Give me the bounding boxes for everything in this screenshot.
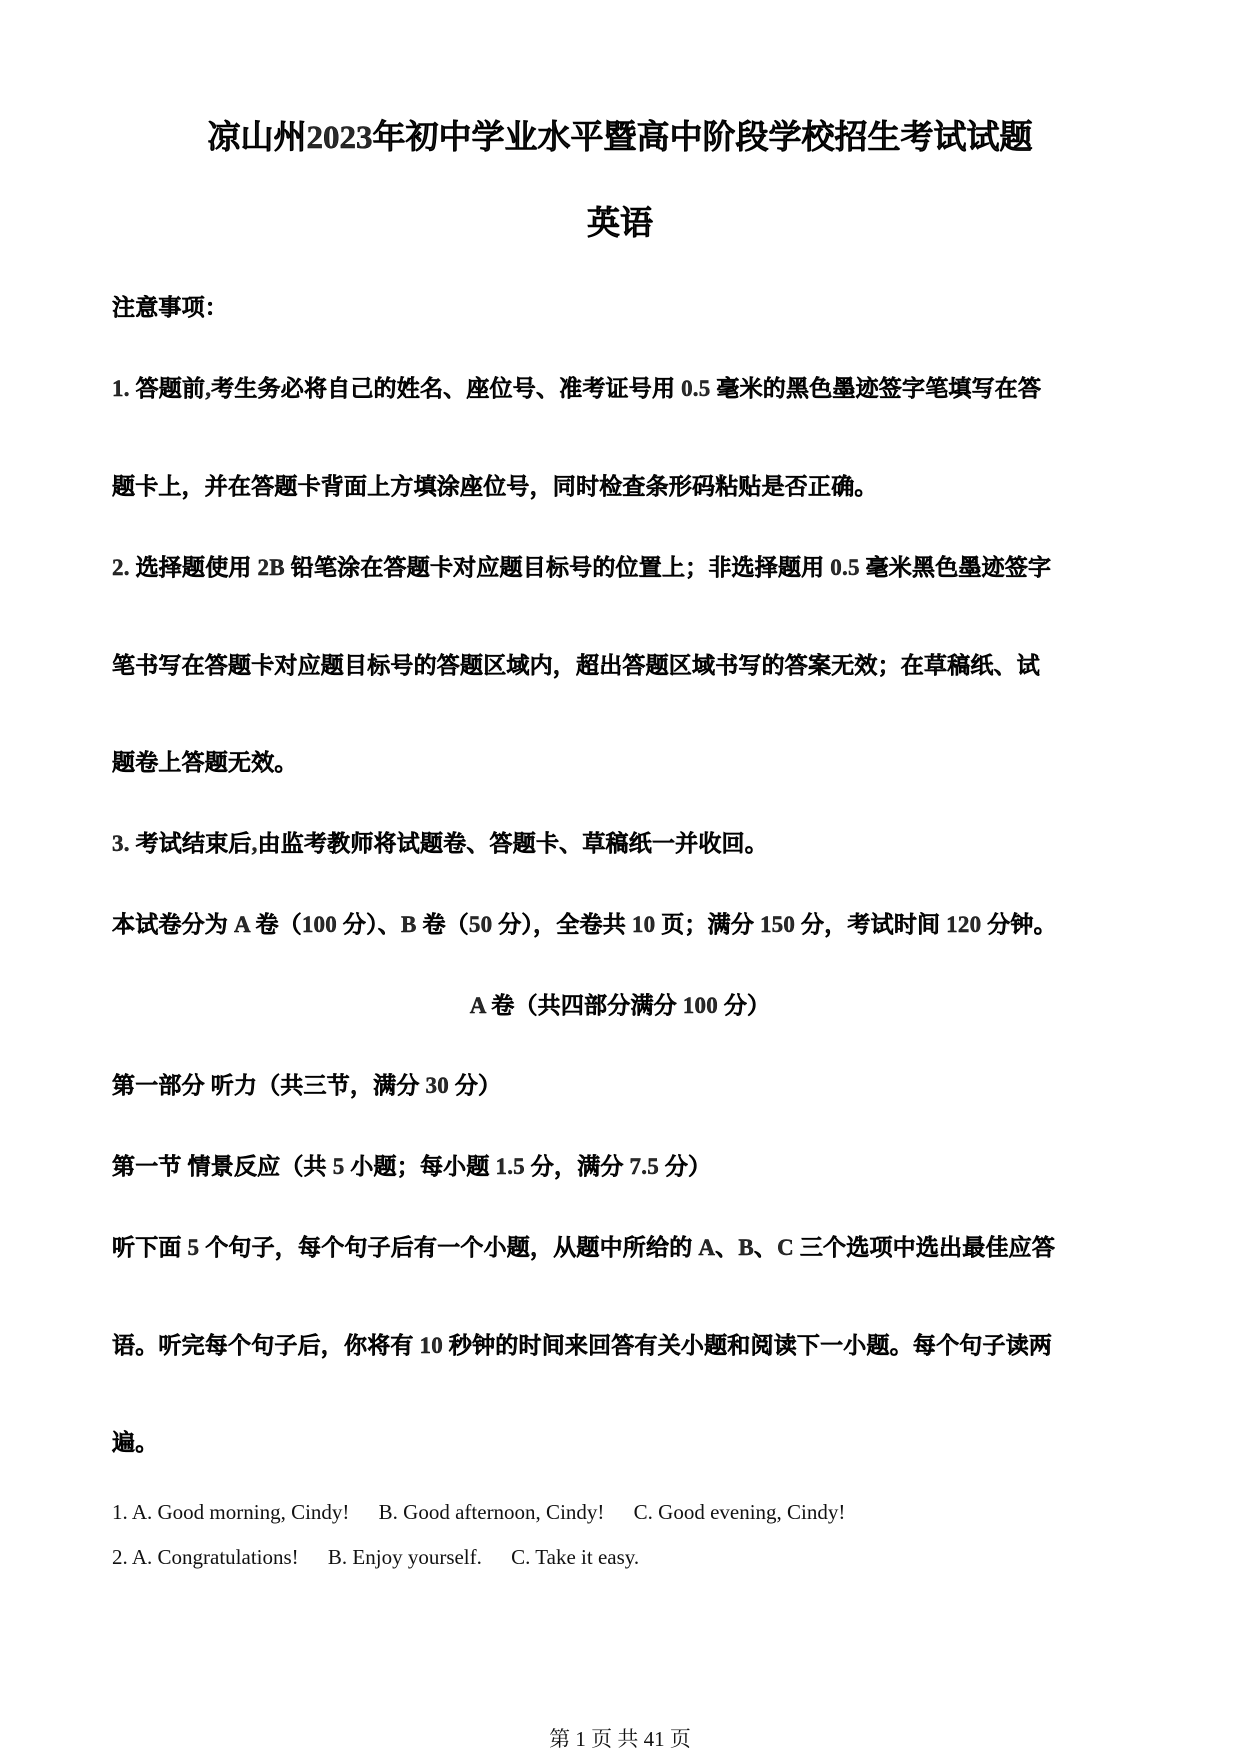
notice-heading: 注意事项： xyxy=(112,295,228,320)
notice-1-line-2: 题卡上，并在答题卡背面上方填涂座位号，同时检查条形码粘贴是否正确。 xyxy=(112,474,878,499)
question-1 xyxy=(112,1498,869,1526)
exam-title: 凉山州2023年初中学业水平暨高中阶段学校招生考试试题 xyxy=(207,120,1033,156)
part-1-section-1-heading: 第一节 情景反应（共 5 小题；每小题 1.5 分，满分 7.5 分） xyxy=(112,1154,712,1179)
question-2 xyxy=(112,1543,663,1571)
part-1-heading: 第一部分 听力（共三节，满分 30 分） xyxy=(112,1073,502,1098)
option-b: B. Good afternoon, Cindy! xyxy=(378,1500,605,1524)
option-a: A. Congratulations! xyxy=(131,1545,299,1569)
paper-info: 本试卷分为 A 卷（100 分）、B 卷（50 分），全卷共 10 页；满分 150 分，考试时间 120 分钟。 xyxy=(112,912,1057,937)
instructions-line-1: 听下面 5 个句子，每个句子后有一个小题，从题中所给的 A、B、C 三个选项中选出最佳应答 xyxy=(112,1235,1056,1260)
notice-2-line-3: 题卷上答题无效。 xyxy=(112,750,298,775)
instructions-line-2: 语。听完每个句子后，你将有 10 秒钟的时间来回答有关小题和阅读下一小题。每个句子读两 xyxy=(112,1333,1053,1358)
notice-2-line-1: 2. 选择题使用 2B 铅笔涂在答题卡对应题目标号的位置上；非选择题用 0.5 毫米黑色墨迹签字 xyxy=(112,555,1052,580)
notice-1-line-1: 1. 答题前,考生务必将自己的姓名、座位号、准考证号用 0.5 毫米的黑色墨迹签字笔填写在答 xyxy=(112,376,1042,401)
option-b: B. Enjoy yourself. xyxy=(327,1545,482,1569)
page-footer: 第 1 页 共 41 页 xyxy=(549,1727,691,1751)
option-c: C. Good evening, Cindy! xyxy=(633,1500,846,1524)
question-number: 1. xyxy=(112,1500,128,1524)
exam-subject: 英语 xyxy=(587,206,653,242)
question-number: 2. xyxy=(112,1545,128,1569)
section-a-heading: A 卷（共四部分满分 100 分） xyxy=(469,993,771,1018)
option-c: C. Take it easy. xyxy=(511,1545,640,1569)
notice-3-line-1: 3. 考试结束后,由监考教师将试题卷、答题卡、草稿纸一并收回。 xyxy=(112,831,768,856)
option-a: A. Good morning, Cindy! xyxy=(131,1500,350,1524)
instructions-line-3: 遍。 xyxy=(112,1430,159,1455)
notice-2-line-2: 笔书写在答题卡对应题目标号的答题区域内，超出答题区域书写的答案无效；在草稿纸、试 xyxy=(112,653,1040,678)
